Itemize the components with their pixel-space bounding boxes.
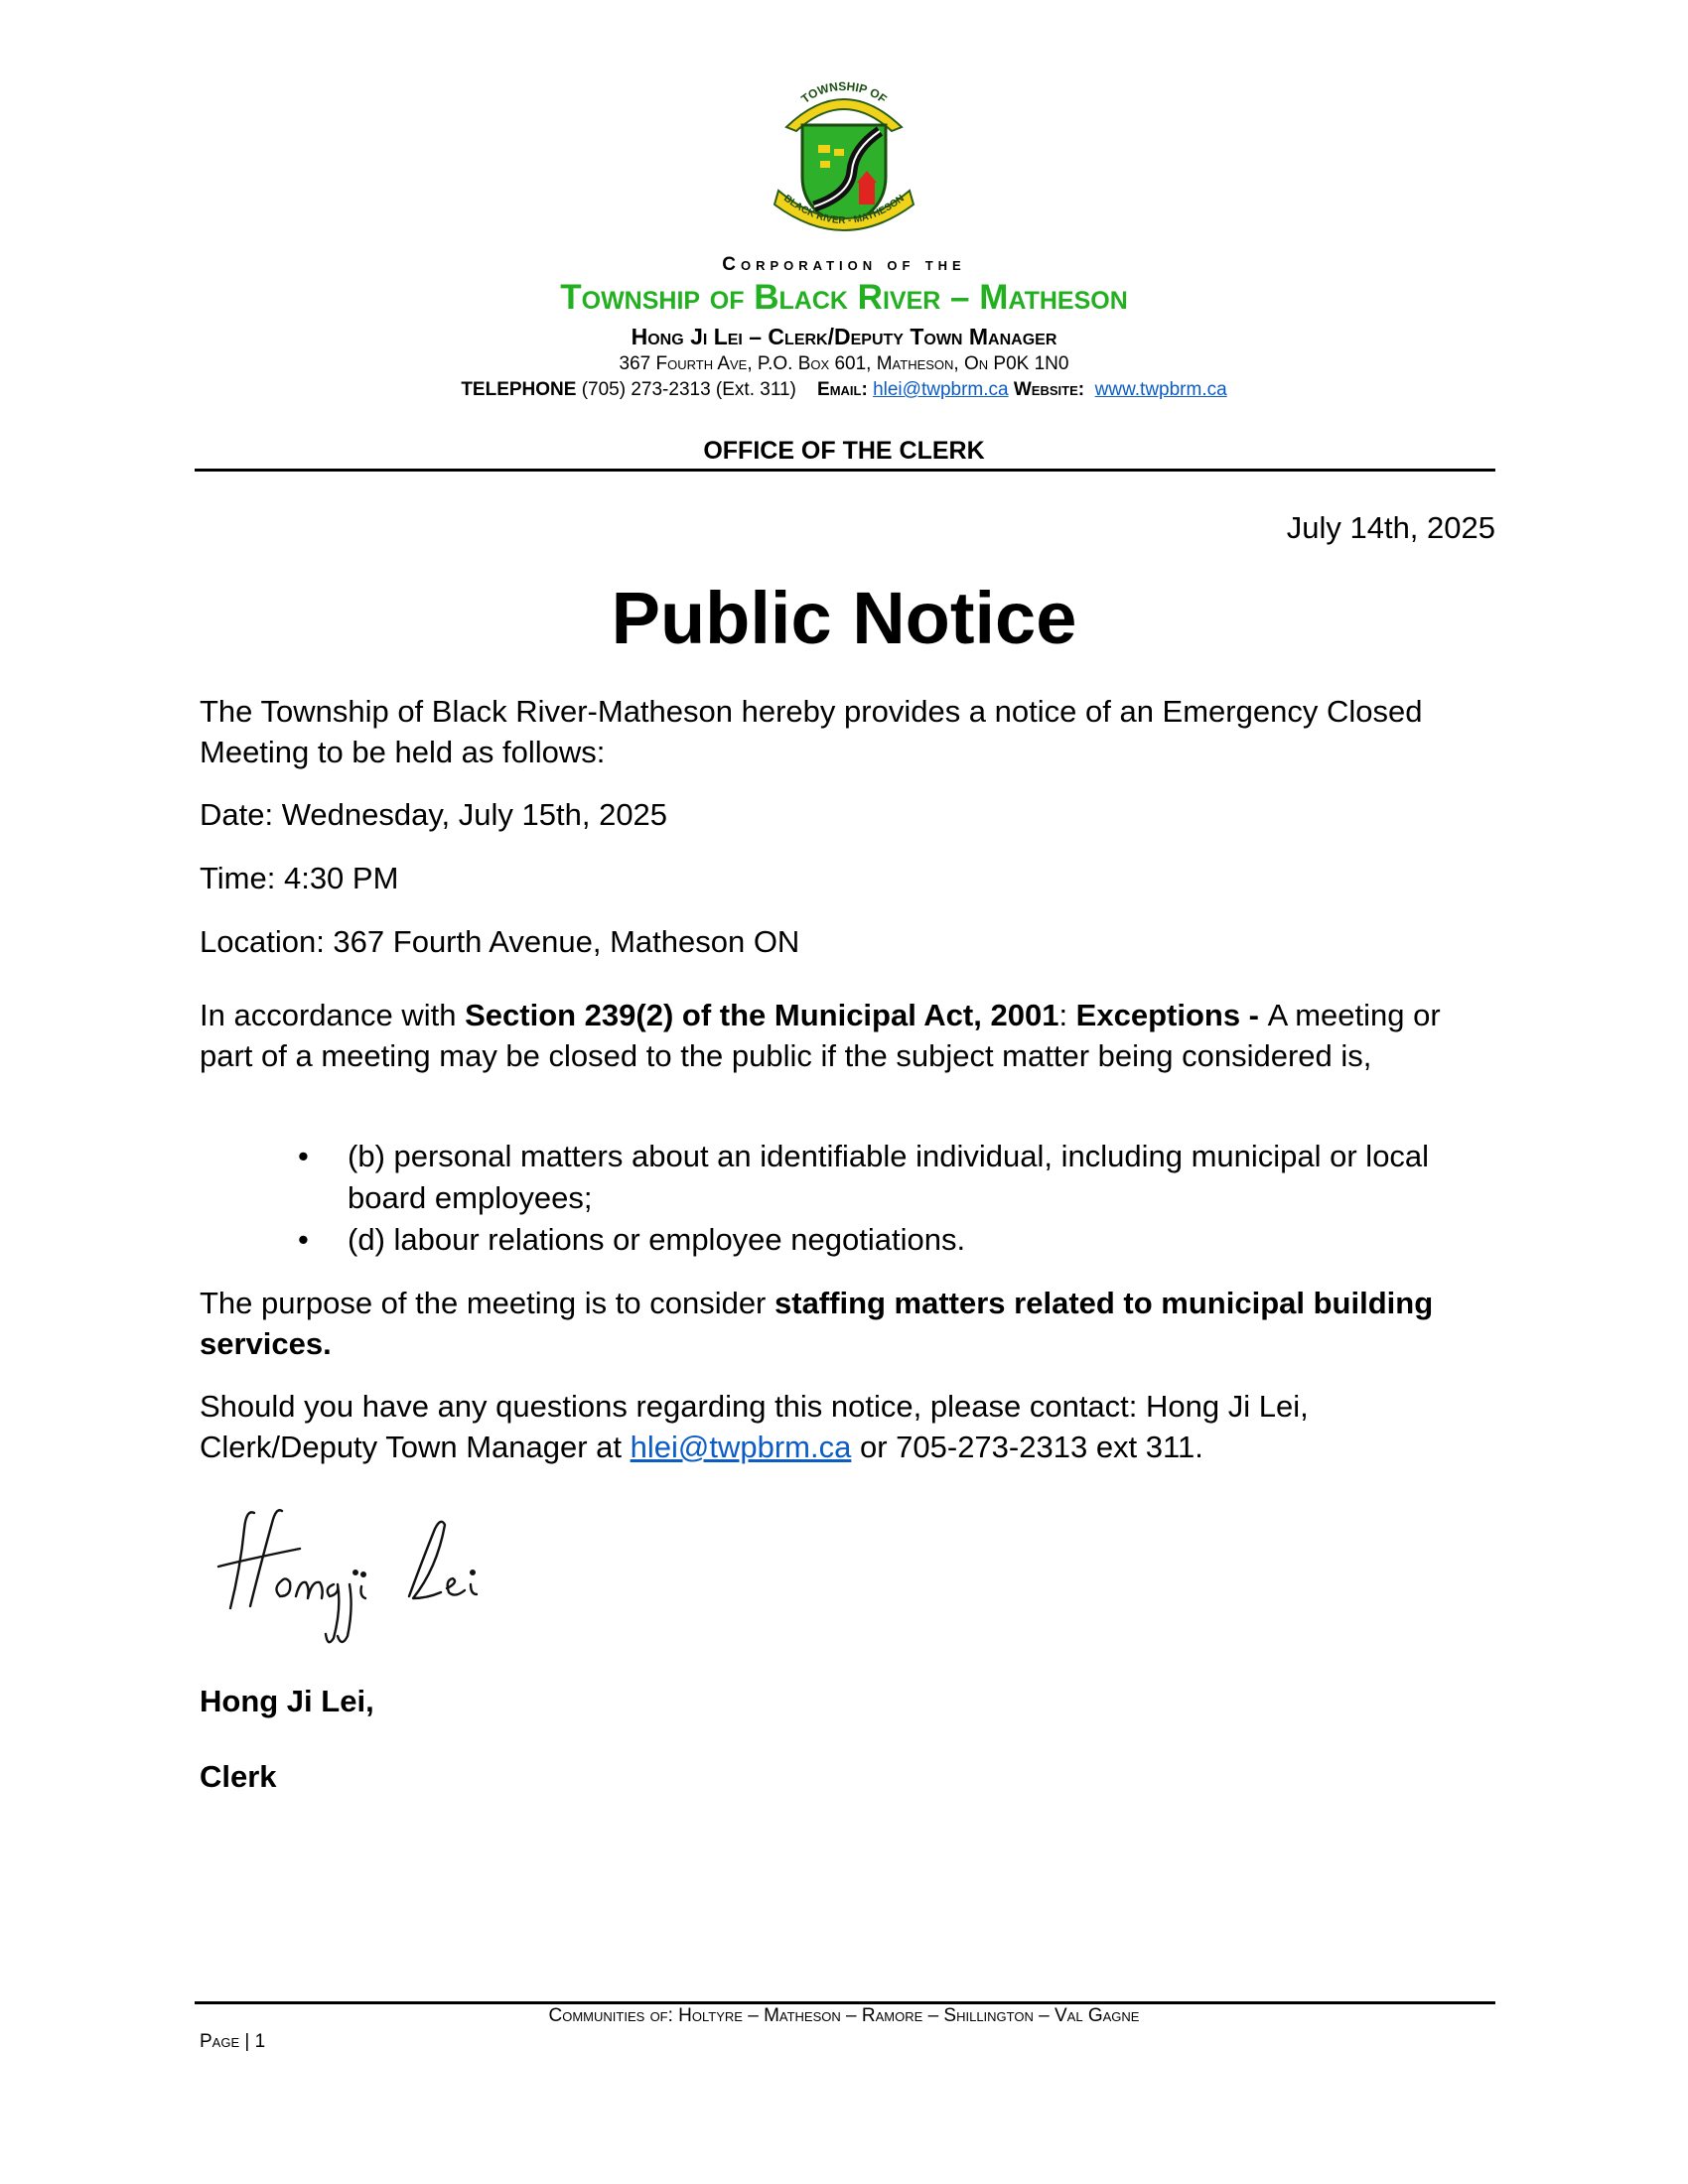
telephone-label: TELEPHONE (461, 379, 577, 400)
meeting-time: Time: 4:30 PM (200, 861, 399, 895)
footer-divider (195, 2001, 1495, 2004)
clerk-line: Hong Ji Lei – Clerk/Deputy Town Manager (631, 324, 1057, 349)
meeting-date: Date: Wednesday, July 15th, 2025 (200, 797, 668, 832)
corporation-of-the: Corporation of the (722, 254, 966, 275)
telephone-value: (705) 273-2313 (Ext. 311) (581, 379, 796, 400)
communities-line: Communities of: Holtyre – Matheson – Ramore – Shillington – Val Gagne (548, 2005, 1140, 2026)
header-divider (195, 469, 1495, 472)
address-line: 367 Fourth Ave, P.O. Box 601, Matheson, On P0K 1N0 (619, 353, 1069, 374)
contact-line (0, 379, 1688, 401)
township-crest-logo (765, 79, 923, 238)
accordance-exceptions: Exceptions - (1075, 998, 1268, 1032)
notice-date: July 14th, 2025 (1286, 510, 1495, 545)
purpose-bold: staffing matters related to municipal building services. (200, 1286, 1434, 1361)
purpose-paragraph (200, 1283, 1451, 1364)
crest-ring-top: TOWNSHIP OF (798, 79, 890, 106)
accordance-colon: : (1058, 998, 1076, 1032)
notice-title: Public Notice (611, 577, 1077, 659)
office-heading: OFFICE OF THE CLERK (703, 437, 985, 465)
website-link[interactable]: www.twpbrm.ca (1094, 379, 1227, 400)
exceptions-list (298, 1136, 1450, 1261)
email-label: Email: (817, 379, 868, 400)
list-item: • (b) personal matters about an identifiable individual, including municipal or local board employees; (298, 1136, 1450, 1219)
page-number: Page | 1 (200, 2031, 266, 2052)
intro-paragraph: The Township of Black River-Matheson hereby provides a notice of an Emergency Closed Meeting to be held as follows: (200, 694, 1423, 769)
accordance-prefix: In accordance with (200, 998, 466, 1032)
website-label: Website: (1013, 379, 1085, 400)
contact-email-link[interactable]: hlei@twpbrm.ca (630, 1430, 852, 1464)
accordance-rest: A meeting or part of a meeting may be closed to the public if the subject matter being considered is, (200, 998, 1441, 1073)
signer-role: Clerk (200, 1759, 277, 1794)
questions-paragraph (200, 1386, 1451, 1467)
questions-suffix: or 705-273-2313 ext 311. (851, 1430, 1203, 1464)
questions-prefix: Should you have any questions regarding this notice, please contact: Hong Ji Lei, Clerk/Deputy Town Manager at (200, 1389, 1309, 1464)
list-item: • (d) labour relations or employee negotiations. (298, 1219, 1450, 1261)
signer-name: Hong Ji Lei, (200, 1684, 374, 1718)
accordance-act: Section 239(2) of the Municipal Act, 2001 (465, 998, 1059, 1032)
header-email-link[interactable]: hlei@twpbrm.ca (873, 379, 1009, 400)
crest-ring-bottom: BLACK RIVER - MATHESON (781, 193, 907, 227)
meeting-location: Location: 367 Fourth Avenue, Matheson ON (200, 924, 800, 959)
purpose-prefix: The purpose of the meeting is to consider (200, 1286, 774, 1320)
handwritten-signature (211, 1489, 508, 1658)
township-name: Township of Black River – Matheson (560, 278, 1128, 317)
accordance-paragraph (200, 995, 1451, 1076)
